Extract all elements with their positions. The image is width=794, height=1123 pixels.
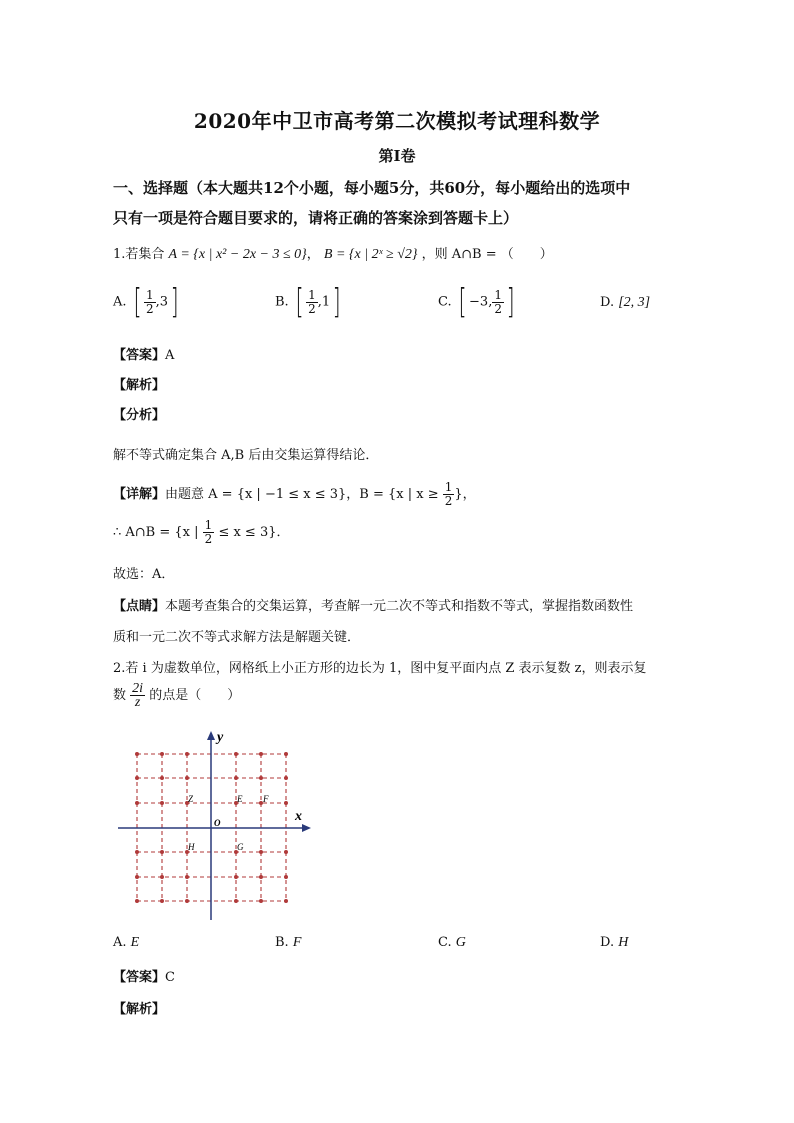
section-heading-line1: 一、选择题（本大题共12个小题，每小题5分，共60分，每小题给出的选项中	[113, 179, 631, 197]
q1-option-c[interactable]: C. [ −3, $\frac{1}{2}$ ]	[438, 282, 515, 322]
q1-comment-line2: 质和一元二次不等式求解方法是解题关键．	[113, 630, 361, 645]
y-axis-label: y	[217, 730, 224, 745]
grid-dot	[185, 752, 189, 756]
q1-answer: 【答案】A	[113, 348, 175, 363]
q1-analysis-tag: 【解析】	[113, 378, 166, 393]
grid-dot	[135, 850, 139, 854]
grid-dot	[160, 801, 164, 805]
grid-dot	[259, 752, 263, 756]
grid-dot	[160, 875, 164, 879]
q2-stem-line1: 2.若 i 为虚数单位，网格纸上小正方形的边长为 1，图中复平面内点 Z 表示复数 z，则表示复	[113, 661, 647, 676]
grid-dot	[284, 752, 288, 756]
q2-fraction: $\frac{2i}{z}$	[132, 681, 144, 710]
q2-answer: 【答案】C	[113, 970, 175, 985]
q1-option-c-frac: $\frac{1}{2}$	[494, 287, 502, 316]
q1-option-a-frac: $\frac{1}{2}$	[145, 287, 154, 316]
q1-stem-prefix: 1.若集合	[113, 247, 165, 262]
grid-dot	[135, 776, 139, 780]
grid-dot	[185, 899, 189, 903]
grid-dot	[259, 899, 263, 903]
complex-plane-graph	[113, 728, 318, 923]
grid-dot	[135, 801, 139, 805]
q1-stem-suffix: ，则 A∩B = （ ）	[421, 247, 553, 262]
point-e-label: E	[237, 794, 243, 804]
q1-stem: 1.若集合 A = {x | x² − 2x − 3 ≤ 0}， B = {x | 2ˣ ≥ √2} ，则 A∩B = （ ）	[113, 247, 553, 262]
q1-option-a[interactable]: A. [ $\frac{1}{2}$ ,3]	[113, 282, 179, 322]
q1-choose: 故选：A．	[113, 567, 175, 582]
q1-set-a: A = {x | x² − 2x − 3 ≤ 0}	[168, 247, 307, 262]
grid-dot	[185, 875, 189, 879]
q1-option-d[interactable]: D. [2, 3]	[600, 295, 651, 310]
q2-option-b[interactable]: B. F	[275, 935, 302, 950]
page-title: 2020年中卫市高考第二次模拟考试理科数学	[193, 109, 601, 133]
q2-option-a[interactable]: A. E	[113, 935, 140, 950]
q1-option-b-frac: $\frac{1}{2}$	[308, 287, 316, 316]
grid-dot	[135, 752, 139, 756]
grid-dot	[185, 776, 189, 780]
q2-analysis-tag: 【解析】	[113, 1002, 166, 1017]
point-f-label: F	[263, 794, 269, 804]
q2-stem-line2: 数 $\frac{2i}{z}$ 的点是（ ）	[113, 681, 241, 710]
grid-dot	[259, 776, 263, 780]
y-axis-arrow	[207, 731, 215, 740]
q1-fenxi: 解不等式确定集合 A,B 后由交集运算得结论．	[113, 448, 379, 463]
grid-dot	[135, 875, 139, 879]
q1-comment-line1: 【点睛】本题考查集合的交集运算，考查解一元二次不等式和指数不等式，掌握指数函数性	[113, 599, 634, 614]
grid-dot	[259, 850, 263, 854]
origin-label: O	[214, 818, 221, 828]
point-z-label: Z	[188, 794, 194, 804]
grid-dot	[234, 875, 238, 879]
grid-dot	[160, 899, 164, 903]
point-g-label: G	[237, 842, 244, 852]
q2-option-d[interactable]: D. H	[600, 935, 629, 950]
grid-dot	[284, 850, 288, 854]
grid-dot	[259, 875, 263, 879]
grid-dot	[135, 899, 139, 903]
grid-dot	[234, 752, 238, 756]
grid-dot	[284, 776, 288, 780]
q2-option-c[interactable]: C. G	[438, 935, 466, 950]
x-axis-label: x	[295, 809, 302, 824]
section-heading-line2: 只有一项是符合题目要求的，请将正确的答案涂到答题卡上）	[113, 209, 519, 227]
q1-option-b[interactable]: B. [ $\frac{1}{2}$ ,1]	[275, 282, 341, 322]
grid-dot	[160, 850, 164, 854]
q1-set-b: B = {x | 2ˣ ≥ √2}	[323, 247, 418, 262]
x-axis-arrow	[302, 824, 311, 832]
grid-dot	[284, 875, 288, 879]
grid-dot	[160, 776, 164, 780]
point-h-label: H	[188, 842, 195, 852]
grid-dot	[234, 899, 238, 903]
q1-fenxi-tag: 【分析】	[113, 408, 166, 423]
q1-detail-line1: 【详解】由题意 A = {x | −1 ≤ x ≤ 3}，B = {x | x ≥ $\frac{1}{2}$ }，	[113, 480, 476, 508]
grid-dot	[160, 752, 164, 756]
volume-heading: 第Ⅰ卷	[378, 147, 416, 165]
q1-detail-line2: ∴ A∩B = {x | $\frac{1}{2}$ ≤ x ≤ 3}．	[113, 518, 290, 546]
grid-dot	[284, 899, 288, 903]
grid-dot	[284, 801, 288, 805]
grid-dot	[234, 776, 238, 780]
